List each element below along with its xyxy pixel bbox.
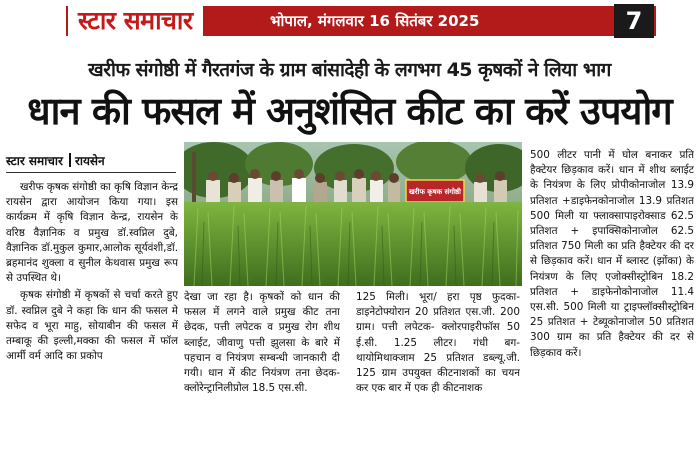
article-kicker: खरीफ संगोष्ठी में गैरतगंज के ग्राम बांसादेही के लगभग 45 कृषकों ने लिया भाग [88, 59, 611, 81]
article-column-1 [6, 180, 178, 463]
byline-place: रायसेन [74, 154, 105, 168]
page-number: 7 [614, 4, 654, 38]
column-3-text: 125 मिली। भूरा/ हरा पृष्ठ फुदका- डाइनेटोफ्योरान 20 प्रतिशत एस.जी. 200 ग्राम। पत्ती लपेटक- क्लोरपाइरीफॉस 50 ई.सी. 1.25 लीटर। गंधी बग-थायोमिथाक्जाम 25 प्रतिशत डब्ल्यू.जी. 125 ग्राम उपयुक्त कीटनाशकों का चयन कर एक बार में एक ही कीटनाशक [356, 291, 520, 395]
column-4-text: 500 लीटर पानी में घोल बनाकर प्रति हैक्टेयर छिड़काव करें। धान में शीथ ब्लाईट के नियंत्रण के लिए प्रोपीकोनाजोल 13.9 प्रतिशत +डाइफेनकोनाजोल 13.9 प्रतिशत 500 मिली या फ्लाक्सापाइरोक्साड 62.5 प्रतिशत + इपाक्सिकोनाजोल 62.5 प्रतिशत 750 मिली का प्रति हैक्टेयर की दर से छिड़काव करें। धान में ब्लास्ट (झोंका) के नियंत्रण के लिए एजोक्सीस्ट्रोबिन 18.2 प्रतिशत + डाइफेनोकोनाजोल 11.4 एस.सी. 500 मिली या ट्राइफ्लॉक्सीस्ट्रोबिन 25 प्रतिशत + टेब्यूकोनाजोल 50 प्रतिशत 300 ग्राम का प्रति हैक्टेयर की दर से छिड़काव करें। [530, 149, 694, 359]
byline-source: स्टार समाचार [6, 154, 63, 168]
article-headline: धान की फसल में अनुशंसित कीट का करें उपयोग [27, 89, 672, 133]
photo-paddy-field-farmers [184, 142, 522, 286]
byline-rule [6, 172, 176, 173]
byline-separator [69, 153, 71, 167]
article-column-2 [184, 290, 340, 463]
photo-banner-text: खरीफ कृषक संगोष्ठी [409, 188, 461, 196]
article-photo [184, 142, 522, 286]
column-1-paragraph-1: खरीफ कृषक संगोष्ठी का कृषि विज्ञान केन्द्र रायसेन द्वारा आयोजन किया गया। इस कार्यक्रम में कृषि विज्ञान केन्द्र, रायसेन के वरिष्ठ वैज्ञानिक व प्रमुख डॉ.स्वप्निल दुबे, वैज्ञानिक डॉ.मुकुल कुमार,आलोक सूर्यवंशी,डॉ. ब्रहमानंद शुक्ला व सुनील केथवास प्रमुख रूप से उपस्थित थे। [6, 181, 178, 285]
byline [6, 152, 105, 169]
masthead-dateline: भोपाल, मंगलवार 16 सितंबर 2025 [270, 12, 480, 30]
masthead-logo: स्टार समाचार [68, 4, 203, 38]
article-column-4 [530, 148, 694, 463]
column-1-paragraph-2: कृषक संगोष्ठी में कृषकों से चर्चा करते हुए डॉ. स्वप्निल दुबे ने कहा कि धान की फसल मे सफेद व भूरा माहु, सोयाबीन की फसल में तम्बाकू की इल्ली,मक्का की फसल में फॉल आर्मी वर्म आदि का प्रकोप [6, 289, 178, 363]
article-column-3 [356, 290, 520, 463]
column-2-text: देखा जा रहा है। कृषकों को धान की फसल में लगने वाले प्रमुख कीट तना छेदक, पत्ती लपेटक व प्रमुख रोग शीथ ब्लाईट, जीवाणु पत्ती झुलसा के बारे में पहचान व नियंत्रण सम्बन्धी जानकारी दी गयी। धान में कीट नियंत्रण तना छेदक- क्लोरेन्ट्रानिलीप्रोल 18.5 एस.सी. [184, 291, 340, 395]
masthead [0, 0, 699, 42]
